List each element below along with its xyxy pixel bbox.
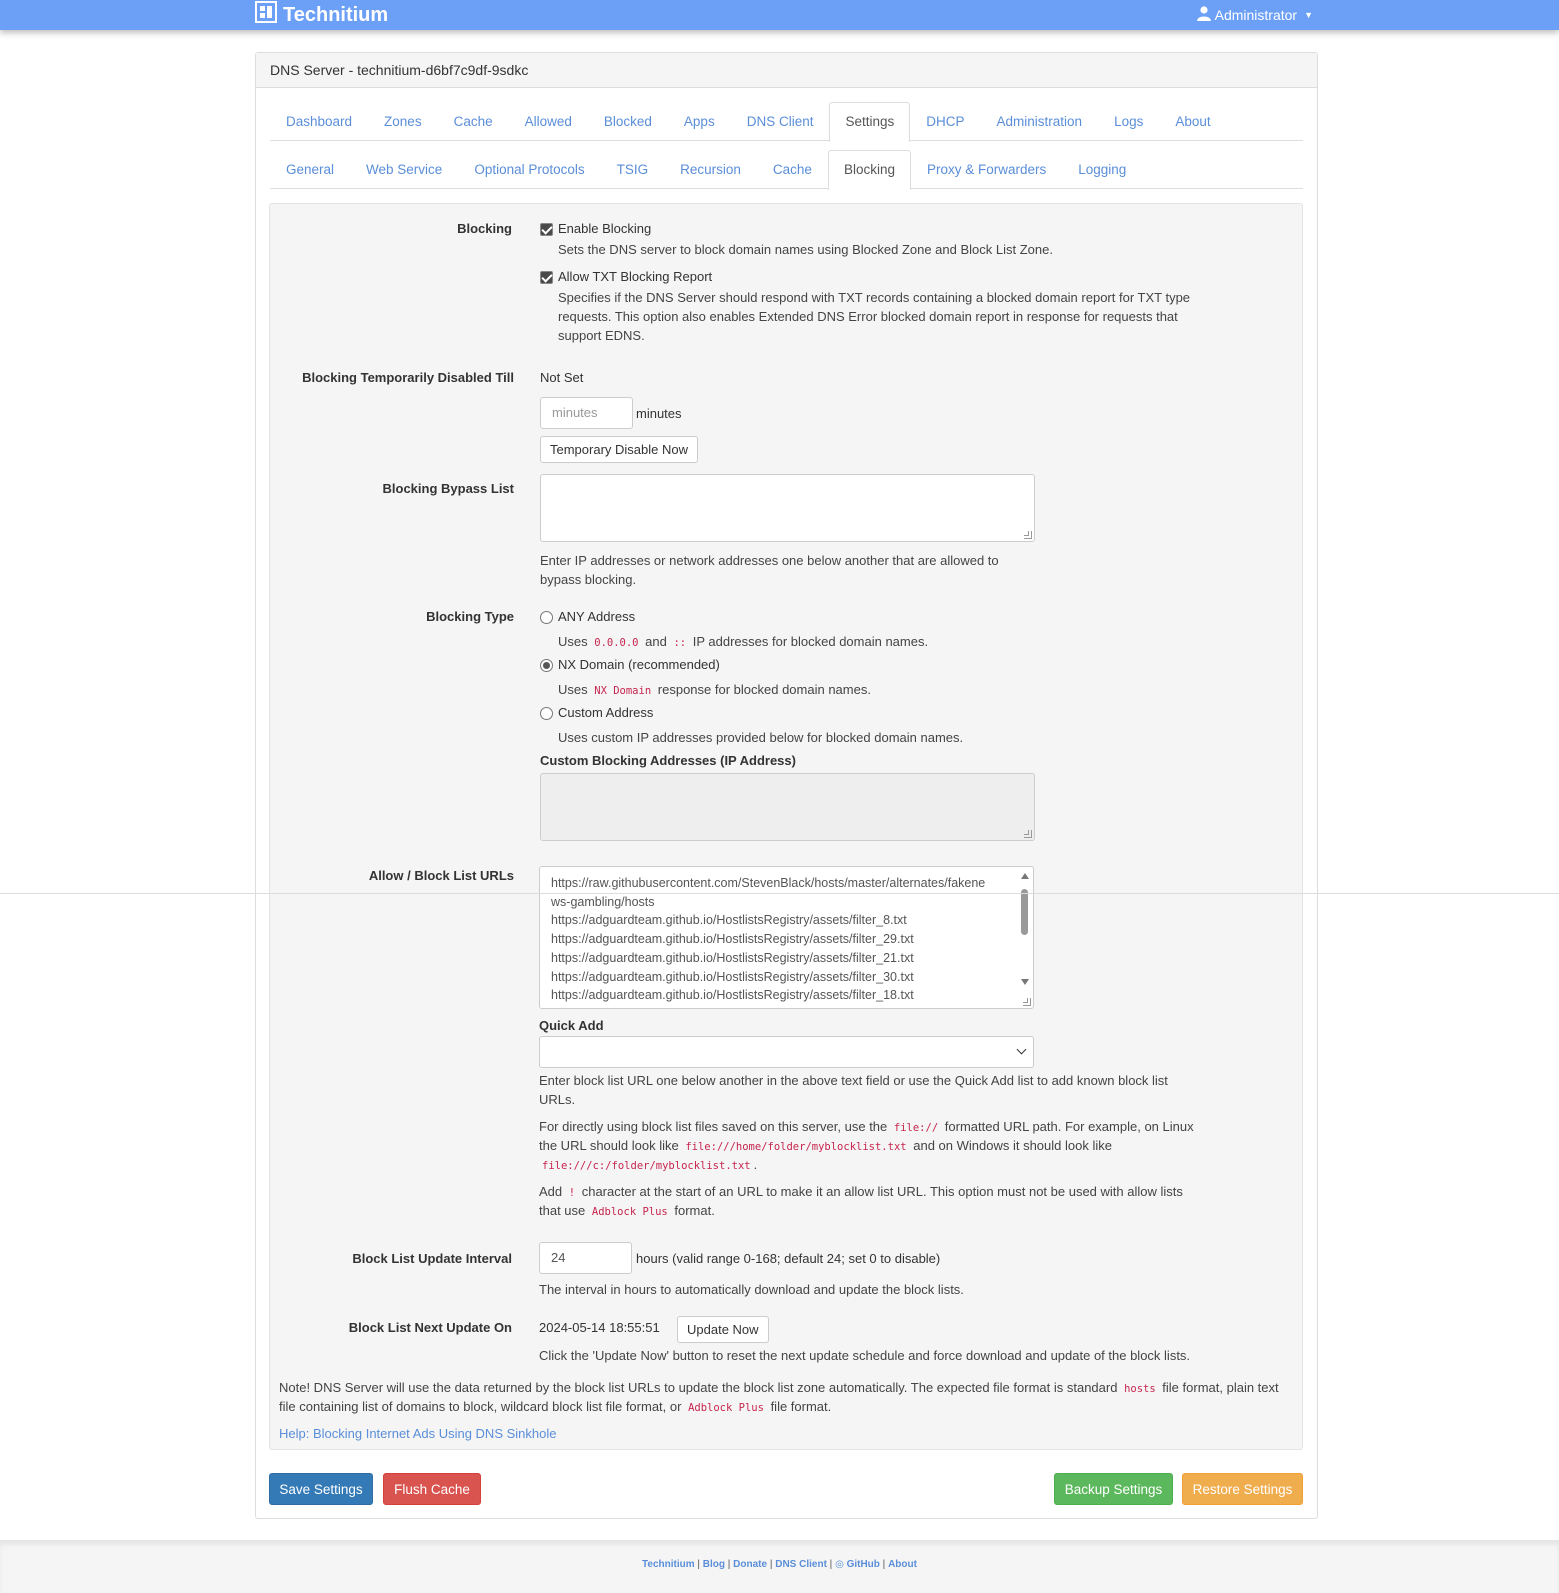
allow-txt-report-help-2: requests. This option also enables Extended DNS Error blocked domain report in response for requests that (558, 309, 1178, 324)
scroll-up-arrow-icon[interactable] (1021, 873, 1029, 879)
enable-blocking-label: Enable Blocking (558, 221, 652, 236)
file-url-help-3: file:///c:/folder/myblocklist.txt . (542, 1157, 758, 1172)
subtab-optional-protocols[interactable]: Optional Protocols (474, 162, 585, 177)
url-line: https://adguardteam.github.io/HostlistsRegistry/assets/filter_21.txt (551, 950, 914, 965)
block-list-urls-textarea[interactable] (539, 866, 1034, 1009)
footer-link-dns-client[interactable]: DNS Client (775, 1559, 827, 1570)
temp-disabled-label: Blocking Temporarily Disabled Till (302, 370, 514, 385)
footer-link-technitium[interactable]: Technitium (642, 1559, 695, 1570)
allow-txt-report-checkbox[interactable] (540, 271, 553, 284)
footer-link-github[interactable]: ◎ GitHub (835, 1559, 880, 1570)
update-interval-unit: hours (valid range 0-168; default 24; set 0 to disable) (636, 1251, 941, 1266)
tab-settings[interactable]: Settings (829, 102, 910, 142)
next-update-label: Block List Next Update On (348, 1320, 512, 1335)
nx-domain-label: NX Domain (recommended) (558, 657, 720, 672)
quick-add-select[interactable] (539, 1036, 1034, 1068)
user-name: Administrator (1214, 7, 1298, 23)
temp-disable-minutes-input[interactable]: minutes (540, 397, 633, 429)
tab-dashboard[interactable]: Dashboard (286, 114, 353, 129)
custom-address-label: Custom Address (558, 705, 654, 720)
resize-handle-icon[interactable] (1024, 531, 1032, 539)
scroll-down-arrow-icon[interactable] (1021, 979, 1029, 985)
url-line: https://raw.githubusercontent.com/StevenBlack/hosts/master/alternates/fakene (551, 876, 986, 890)
update-interval-label: Block List Update Interval (352, 1251, 512, 1266)
backup-settings-button[interactable]: Backup Settings (1054, 1473, 1173, 1505)
restore-settings-button[interactable]: Restore Settings (1182, 1473, 1303, 1505)
footer-link-donate[interactable]: Donate (733, 1559, 768, 1570)
url-line: https://adguardteam.github.io/HostlistsRegistry/assets/filter_30.txt (551, 969, 914, 984)
subtab-logging[interactable]: Logging (1078, 162, 1127, 177)
footer-link-blog[interactable]: Blog (702, 1559, 726, 1570)
tab-cache[interactable]: Cache (453, 114, 493, 129)
tab-blocked[interactable]: Blocked (603, 114, 652, 129)
subtab-proxy-forwarders[interactable]: Proxy & Forwarders (926, 162, 1047, 177)
scrollbar-thumb[interactable] (1021, 889, 1028, 935)
url-line: https://adguardteam.github.io/HostlistsRegistry/assets/filter_29.txt (551, 932, 914, 947)
file-url-help-2: the URL should look like file:///home/folder/myblocklist.txt and on Windows it should look like (539, 1138, 1112, 1153)
allow-txt-report-label: Allow TXT Blocking Report (558, 269, 713, 284)
main-tabs (270, 102, 1303, 141)
url-line: https://adguardteam.github.io/HostlistsRegistry/assets/filter_8.txt (551, 913, 907, 928)
bypass-list-label: Blocking Bypass List (382, 481, 514, 496)
user-icon (1197, 6, 1211, 24)
temp-disable-minutes-unit: minutes (636, 406, 682, 421)
resize-handle-icon[interactable] (1023, 998, 1031, 1006)
allow-txt-report-help-1: Specifies if the DNS Server should respond with TXT records containing a blocked domain report for TXT type (558, 290, 1191, 305)
blocking-type-label: Blocking Type (426, 609, 514, 624)
save-settings-button[interactable]: Save Settings (269, 1473, 373, 1505)
enable-blocking-checkbox[interactable] (540, 223, 553, 236)
caret-down-icon: ▼ (1304, 10, 1313, 20)
navbar (0, 0, 1559, 30)
subtab-general[interactable]: General (286, 162, 335, 177)
subtab-recursion[interactable]: Recursion (680, 162, 741, 177)
update-interval-help: The interval in hours to automatically download and update the block lists. (539, 1282, 964, 1297)
bypass-list-help-1: Enter IP addresses or network addresses one below another that are allowed to (540, 553, 999, 568)
subtab-web-service[interactable]: Web Service (366, 162, 443, 177)
urls-scrollbar[interactable] (1020, 873, 1030, 985)
nx-domain-radio[interactable] (540, 659, 553, 672)
any-address-help: Uses 0.0.0.0 and :: IP addresses for blocked domain names. (558, 634, 929, 649)
block-list-help-2: URLs. (539, 1092, 576, 1107)
tab-logs[interactable]: Logs (1114, 114, 1144, 129)
subtab-tsig[interactable]: TSIG (616, 162, 649, 177)
custom-address-help: Uses custom IP addresses provided below for blocked domain names. (558, 730, 964, 745)
tab-dhcp[interactable]: DHCP (926, 114, 965, 129)
block-list-urls-label: Allow / Block List URLs (368, 868, 514, 883)
settings-sub-tabs (270, 150, 1303, 189)
user-menu[interactable] (1197, 6, 1313, 24)
help-link-sinkhole[interactable]: Help: Blocking Internet Ads Using DNS Sinkhole (279, 1426, 557, 1441)
footer-links: Technitium | Blog | Donate | DNS Client | ◎ GitHub | About (642, 1559, 917, 1570)
url-line: https://adguardteam.github.io/HostlistsRegistry/assets/filter_18.txt (551, 988, 914, 1003)
resize-handle-icon[interactable] (1024, 830, 1032, 838)
any-address-label: ANY Address (558, 609, 636, 624)
quick-add-label: Quick Add (539, 1018, 604, 1033)
tab-about[interactable]: About (1175, 114, 1211, 129)
footer (0, 1540, 1559, 1593)
divider-line (0, 893, 1559, 894)
github-icon: ◎ (835, 1559, 844, 1570)
bypass-list-help-2: bypass blocking. (540, 572, 637, 587)
nx-domain-help: Uses NX Domain response for blocked domain names. (558, 682, 871, 697)
tab-allowed[interactable]: Allowed (524, 114, 572, 129)
note-line-1: Note! DNS Server will use the data returned by the block list URLs to update the block list zone automatically. The expected file format is standard hosts file format, plain text (279, 1380, 1279, 1395)
any-address-radio[interactable] (540, 611, 553, 624)
tab-dns-client[interactable]: DNS Client (746, 114, 814, 129)
update-interval-input[interactable]: 24 (539, 1242, 632, 1274)
technitium-logo-icon (255, 1, 277, 29)
brand[interactable] (255, 3, 388, 27)
blocking-label: Blocking (457, 221, 512, 236)
footer-link-about[interactable]: About (888, 1559, 917, 1570)
custom-blocking-addresses-textarea[interactable] (540, 773, 1035, 841)
subtab-blocking[interactable]: Blocking (828, 150, 911, 190)
custom-blocking-addresses-label: Custom Blocking Addresses (IP Address) (540, 753, 796, 768)
allow-list-help-1: Add ! character at the start of an URL to make it an allow list URL. This option must not be used with allow lists (539, 1184, 1183, 1199)
allow-txt-report-help-3: support EDNS. (558, 328, 645, 343)
subtab-cache[interactable]: Cache (772, 162, 812, 177)
temp-disabled-value: Not Set (540, 370, 584, 385)
file-url-help-1: For directly using block list files saved on this server, use the file:// formatted URL path. For example, on Linux (539, 1119, 1194, 1134)
tab-zones[interactable]: Zones (384, 114, 422, 129)
flush-cache-button[interactable]: Flush Cache (383, 1473, 481, 1505)
block-list-help-1: Enter block list URL one below another in the above text field or use the Quick Add list to add known block list (539, 1073, 1168, 1088)
allow-list-help-2: that use Adblock Plus format. (539, 1203, 715, 1218)
tab-administration[interactable]: Administration (996, 114, 1083, 129)
temporary-disable-now-button[interactable]: Temporary Disable Now (540, 436, 698, 463)
enable-blocking-help: Sets the DNS server to block domain names using Blocked Zone and Block List Zone. (558, 242, 1053, 257)
url-line: ws-gambling/hosts (551, 894, 655, 909)
update-now-button[interactable]: Update Now (677, 1316, 769, 1343)
panel-title: DNS Server - technitium-d6bf7c9df-9sdkc (256, 53, 1317, 88)
brand-name: Technitium (283, 3, 389, 26)
next-update-help: Click the 'Update Now' button to reset the next update schedule and force download and update of the block lists. (539, 1348, 1191, 1363)
note-line-2: file containing list of domains to block, wildcard block list file format, or Adblock Plus file format. (279, 1399, 832, 1414)
chevron-down-icon (1017, 1045, 1027, 1055)
next-update-value: 2024-05-14 18:55:51 (539, 1320, 660, 1335)
bypass-list-textarea[interactable] (540, 474, 1035, 542)
custom-address-radio[interactable] (540, 707, 553, 720)
tab-apps[interactable]: Apps (683, 114, 715, 129)
